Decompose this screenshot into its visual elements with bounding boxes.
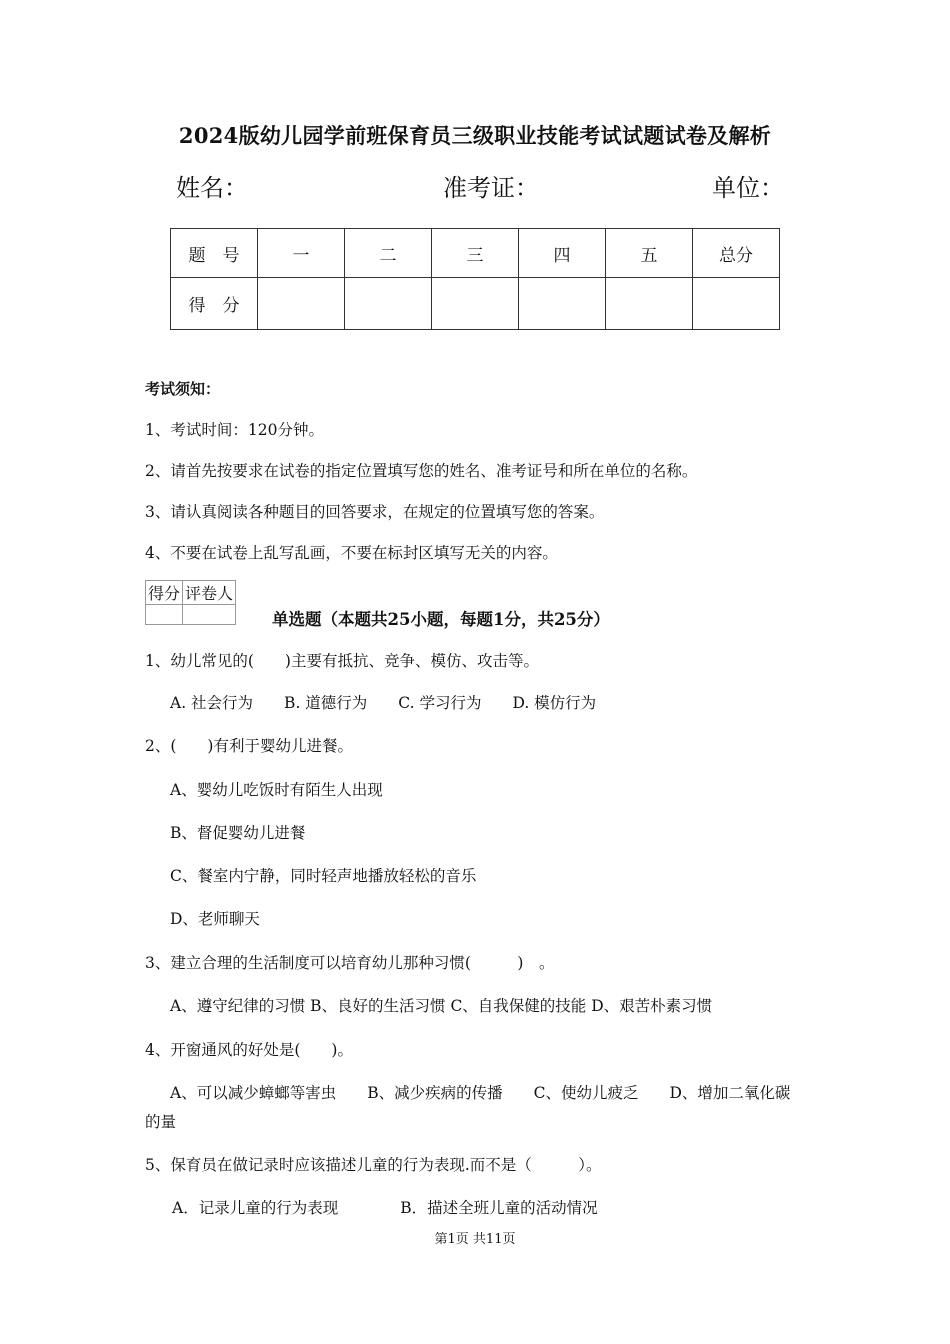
grader-reviewer-label: 评卷人 [183, 581, 236, 605]
score-header-cell: 三 [432, 229, 519, 278]
question-1-options: A. 社会行为 B. 道德行为 C. 学习行为 D. 模仿行为 [170, 694, 597, 712]
question-2-option-d: D、老师聊天 [170, 910, 260, 928]
score-input-cell[interactable] [519, 278, 606, 330]
score-table-score-row [171, 278, 780, 330]
question-5-options: A．记录儿童的行为表现 B．描述全班儿童的活动情况 [172, 1199, 598, 1217]
score-input-cell[interactable] [606, 278, 693, 330]
unit-field-label: 单位： [712, 174, 784, 202]
question-3-options: A、遵守纪律的习惯 B、良好的生活习惯 C、自我保健的技能 D、艰苦朴素习惯 [170, 997, 713, 1015]
score-header-cell: 四 [519, 229, 606, 278]
grader-score-cell[interactable] [146, 605, 183, 625]
section-title: 单选题（本题共25小题，每题1分，共25分） [272, 610, 610, 629]
score-input-cell[interactable] [345, 278, 432, 330]
score-header-cell: 五 [606, 229, 693, 278]
question-4-options-continued: 的量 [145, 1113, 177, 1131]
question-3: 3、建立合理的生活制度可以培育幼儿那种习惯( ) 。 [145, 954, 555, 972]
score-row-label: 得 分 [171, 278, 258, 330]
grader-score-label: 得分 [146, 581, 183, 605]
score-header-cell: 总分 [693, 229, 780, 278]
score-header-cell: 一 [258, 229, 345, 278]
question-2-option-c: C、餐室内宁静，同时轻声地播放轻松的音乐 [170, 867, 477, 885]
notice-item: 1、考试时间：120分钟。 [145, 421, 324, 439]
question-1: 1、幼儿常见的( )主要有抵抗、竞争、模仿、攻击等。 [145, 652, 539, 670]
score-header-cell: 题 号 [171, 229, 258, 278]
question-2-option-b: B、督促婴幼儿进餐 [170, 824, 306, 842]
notice-item: 3、请认真阅读各种题目的回答要求，在规定的位置填写您的答案。 [145, 503, 605, 521]
notice-item: 2、请首先按要求在试卷的指定位置填写您的姓名、准考证号和所在单位的名称。 [145, 462, 698, 480]
question-5: 5、保育员在做记录时应该描述儿童的行为表现.而不是（ ）。 [145, 1156, 602, 1174]
score-input-cell[interactable] [693, 278, 780, 330]
exam-number-field-label: 准考证： [443, 174, 539, 202]
notice-item: 4、不要在试卷上乱写乱画，不要在标封区填写无关的内容。 [145, 544, 558, 562]
score-header-cell: 二 [345, 229, 432, 278]
grader-reviewer-cell[interactable] [183, 605, 236, 625]
notice-heading: 考试须知： [145, 380, 221, 398]
document-title: 2024版幼儿园学前班保育员三级职业技能考试试题试卷及解析 [178, 123, 772, 148]
score-input-cell[interactable] [432, 278, 519, 330]
score-table-header-row [171, 229, 780, 278]
question-4-options: A、可以减少蟑螂等害虫 B、减少疾病的传播 C、使幼儿疲乏 D、增加二氧化碳 [170, 1084, 791, 1102]
name-field-label: 姓名： [176, 174, 248, 202]
question-2-option-a: A、婴幼儿吃饭时有陌生人出现 [170, 781, 383, 799]
question-4: 4、开窗通风的好处是( )。 [145, 1041, 353, 1059]
score-input-cell[interactable] [258, 278, 345, 330]
grader-box [145, 580, 236, 625]
page-footer: 第1页 共11页 [434, 1232, 516, 1247]
question-2: 2、( )有利于婴幼儿进餐。 [145, 737, 353, 755]
score-table [170, 228, 780, 330]
